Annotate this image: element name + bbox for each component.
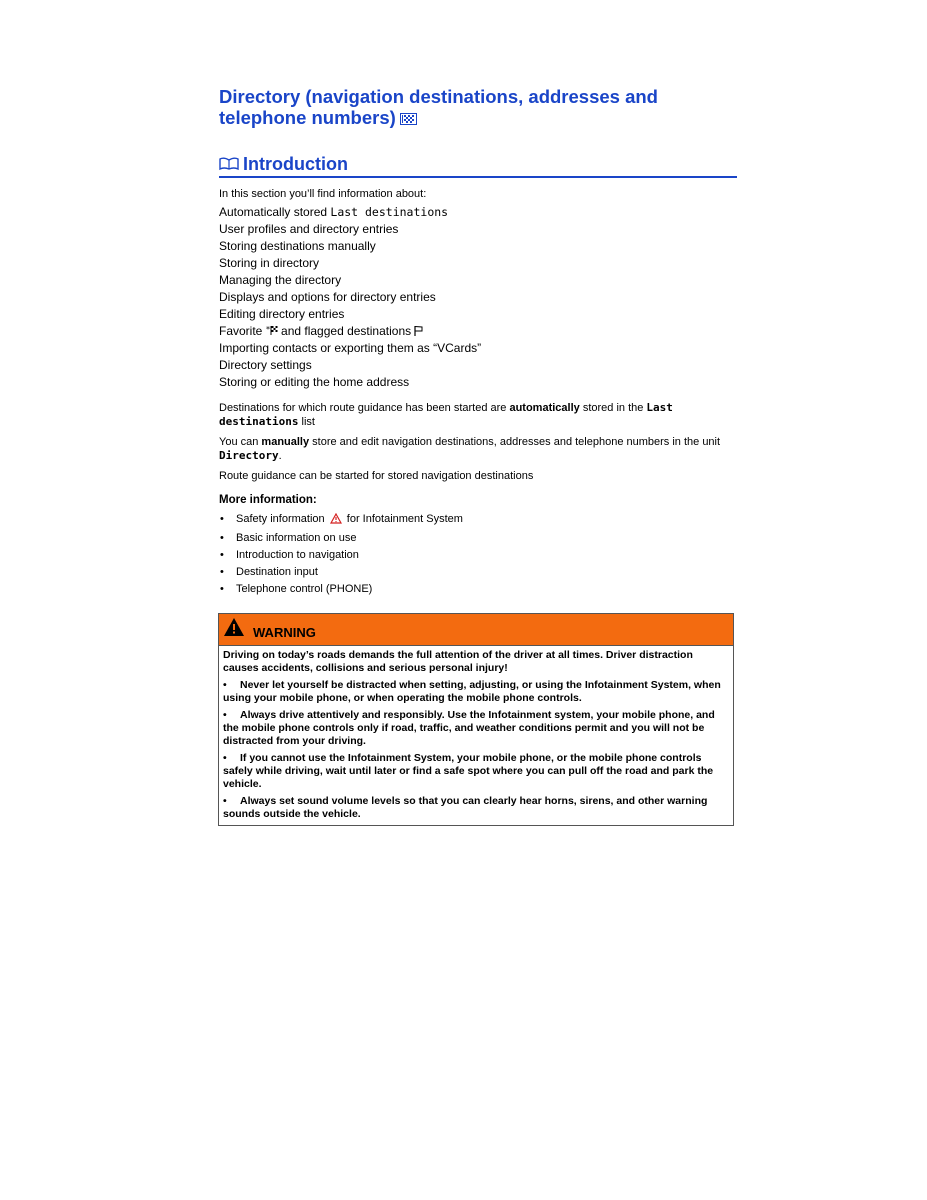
topic-text: and flagged destinations xyxy=(277,324,415,338)
topic-item[interactable]: Managing the directory xyxy=(219,273,342,287)
warning-bullet xyxy=(223,679,729,705)
warning-triangle-icon xyxy=(330,513,342,530)
title-line-1: Directory (navigation destinations, addresses and xyxy=(219,86,658,107)
last-destinations-term: Last destinations xyxy=(219,401,673,428)
para-bold: automatically xyxy=(509,402,580,414)
page-content xyxy=(219,86,737,826)
topic-item[interactable]: Importing contacts or exporting them as “VCards” xyxy=(219,341,482,355)
bullet-dot: • xyxy=(223,795,227,807)
bullet-dot: • xyxy=(223,709,227,721)
warning-bullet xyxy=(223,709,729,748)
warning-intro: Driving on today’s roads demands the full attention of the driver at all times. Driver distraction causes accidents, collisions and serious personal injury! xyxy=(223,649,693,674)
flag-icon xyxy=(414,324,423,338)
more-info-item[interactable]: • Destination input xyxy=(219,564,737,581)
more-info-item[interactable]: • Basic information on use xyxy=(219,530,737,547)
topic-item[interactable]: Storing or editing the home address xyxy=(219,375,410,389)
warning-triangle-icon xyxy=(223,617,245,642)
topic-text: Favorite xyxy=(219,324,266,338)
topic-list xyxy=(219,204,737,391)
topic-item[interactable]: Storing destinations manually xyxy=(219,239,376,253)
bullet-dot: • xyxy=(223,679,227,691)
para-bold: manually xyxy=(261,436,310,448)
para-text: Destinations for which route guidance has been started are xyxy=(219,402,510,414)
para-text: . xyxy=(278,450,282,462)
paragraph-manual-directory xyxy=(219,436,737,463)
directory-term: Directory xyxy=(219,449,279,462)
warning-bullet xyxy=(223,752,729,791)
favorite-flag-icon xyxy=(266,324,278,338)
page-title xyxy=(219,86,737,128)
para-text: store and edit navigation destinations, addresses and telephone numbers in the unit xyxy=(309,436,721,448)
warning-body xyxy=(219,646,733,825)
last-destinations-term: Last destinations xyxy=(330,205,449,219)
more-info-item[interactable]: • Telephone control (PHONE) xyxy=(219,581,737,598)
topic-text: Automatically stored xyxy=(219,205,331,219)
warning-bullet-text: Always drive attentively and responsibly. Use the Infotainment system, your mobile phone, and the mobile phone controls only if road, traffic, and weather conditions permit and you will not be distracted from your driving. xyxy=(223,709,715,747)
section-title: Introduction xyxy=(243,154,348,174)
more-info-text: for Infotainment System xyxy=(343,513,463,525)
warning-bullet-text: Always set sound volume levels so that you can clearly hear horns, sirens, and other warning sounds outside the vehicle. xyxy=(223,795,708,820)
bullet-dot: • xyxy=(223,752,227,764)
topic-item[interactable]: Displays and options for directory entries xyxy=(219,290,436,304)
more-info-item[interactable]: • Introduction to navigation xyxy=(219,547,737,564)
section-heading xyxy=(219,153,737,178)
topic-item[interactable]: Editing directory entries xyxy=(219,307,345,321)
title-line-2: telephone numbers) xyxy=(219,107,396,128)
more-info-text: Safety information xyxy=(236,513,328,525)
more-information-heading: More information: xyxy=(219,494,317,506)
topic-item[interactable] xyxy=(219,323,737,340)
warning-box xyxy=(218,613,734,826)
para-text: list xyxy=(298,416,315,428)
topic-item[interactable] xyxy=(219,204,737,221)
warning-bullet xyxy=(223,795,729,821)
book-icon xyxy=(219,157,239,171)
checkered-box-icon xyxy=(400,113,417,125)
paragraph-last-destinations xyxy=(219,401,737,429)
topic-item[interactable]: Storing in directory xyxy=(219,256,320,270)
warning-label: WARNING xyxy=(253,625,316,640)
para-text: You can xyxy=(219,436,262,448)
para-text: stored in the xyxy=(579,402,647,414)
topic-item[interactable]: Directory settings xyxy=(219,358,312,372)
warning-header xyxy=(219,614,733,646)
warning-bullet-text: Never let yourself be distracted when setting, adjusting, or using the Infotainment System, when using your mobile phone, or when operating the mobile phone controls. xyxy=(223,679,721,704)
warning-bullet-text: If you cannot use the Infotainment System, your mobile phone, or the mobile phone controls safely while driving, wait until later or find a safe spot where you can pull off the road and park the vehicle. xyxy=(223,752,714,790)
more-info-item[interactable] xyxy=(219,511,737,530)
intro-text: In this section you’ll find information about: xyxy=(219,188,427,200)
paragraph-route-guidance: Route guidance can be started for stored navigation destinations xyxy=(219,470,534,482)
topic-item[interactable]: User profiles and directory entries xyxy=(219,222,399,236)
more-information-list xyxy=(219,511,737,598)
svg-text:*: * xyxy=(265,325,270,334)
